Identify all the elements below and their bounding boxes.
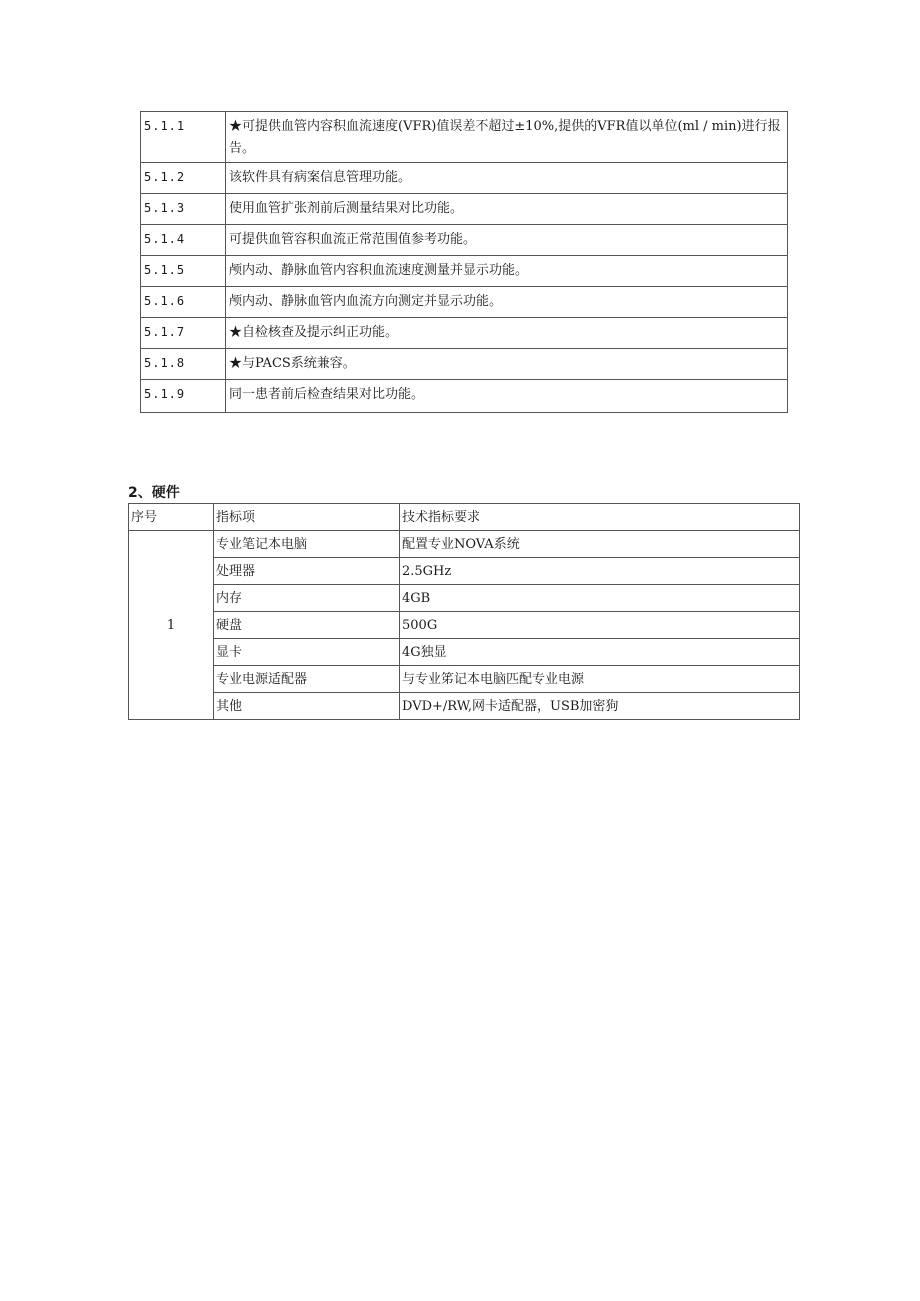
spec-description: 可提供血管容积血流正常范围值参考功能。 [226,225,788,256]
spec-description: 颅内动、静脉血管内血流方向测定并显示功能。 [226,287,788,318]
spec-code: 5.1.4 [141,225,226,256]
column-header-no: 序号 [129,504,214,531]
table-row [129,639,800,666]
column-header-requirement: 技术指标要求 [400,504,800,531]
spec-description: 同一患者前后检查结果对比功能。 [226,380,788,413]
table-row [129,531,800,558]
hardware-item: 专业电源适配器 [214,666,400,693]
table-row [129,693,800,720]
hardware-item: 硬盘 [214,612,400,639]
table-row [141,194,788,225]
spec-code: 5.1.1 [141,112,226,163]
table-header-row [129,504,800,531]
table-row [129,585,800,612]
table-row [129,612,800,639]
table-row [141,380,788,413]
column-header-item: 指标项 [214,504,400,531]
hardware-requirement: DVD+/RW,网卡适配器，USB加密狗 [400,693,800,720]
spec-code: 5.1.8 [141,349,226,380]
hardware-item: 处理器 [214,558,400,585]
spec-description: ★与PACS系统兼容。 [226,349,788,380]
spec-code: 5.1.6 [141,287,226,318]
spec-code: 5.1.2 [141,163,226,194]
hardware-item: 显卡 [214,639,400,666]
hardware-section-heading: 2、硬件 [128,485,180,501]
table-row [141,318,788,349]
spec-code: 5.1.3 [141,194,226,225]
hardware-requirement: 配置专业NOVA系统 [400,531,800,558]
spec-description: ★自检核查及提示纠正功能。 [226,318,788,349]
hardware-table [128,503,800,720]
table-row [129,666,800,693]
hardware-item: 专业笔记本电脑 [214,531,400,558]
table-row [141,287,788,318]
spec-description: 使用血管扩张剂前后测量结果对比功能。 [226,194,788,225]
table-row [141,349,788,380]
hardware-requirement: 500G [400,612,800,639]
table-row [129,558,800,585]
software-spec-table [140,111,788,413]
hardware-requirement: 与专业笫记本电脑匹配专业电源 [400,666,800,693]
table-row [141,163,788,194]
table-row [141,112,788,163]
spec-description: 该软件具有病案信息管理功能。 [226,163,788,194]
row-group-number: 1 [129,531,214,720]
hardware-requirement: 4G独显 [400,639,800,666]
hardware-item: 其他 [214,693,400,720]
table-row [141,256,788,287]
hardware-requirement: 2.5GHz [400,558,800,585]
table-row [141,225,788,256]
spec-description: ★可提供血管内容积血流速度(VFR)值误差不超过±10%,提供的VFR值以单位(ml / min)进行报告。 [226,112,788,163]
spec-code: 5.1.9 [141,380,226,413]
hardware-item: 内存 [214,585,400,612]
hardware-requirement: 4GB [400,585,800,612]
spec-description: 颅内动、静脉血管内容积血流速度测量并显示功能。 [226,256,788,287]
spec-code: 5.1.7 [141,318,226,349]
spec-code: 5.1.5 [141,256,226,287]
